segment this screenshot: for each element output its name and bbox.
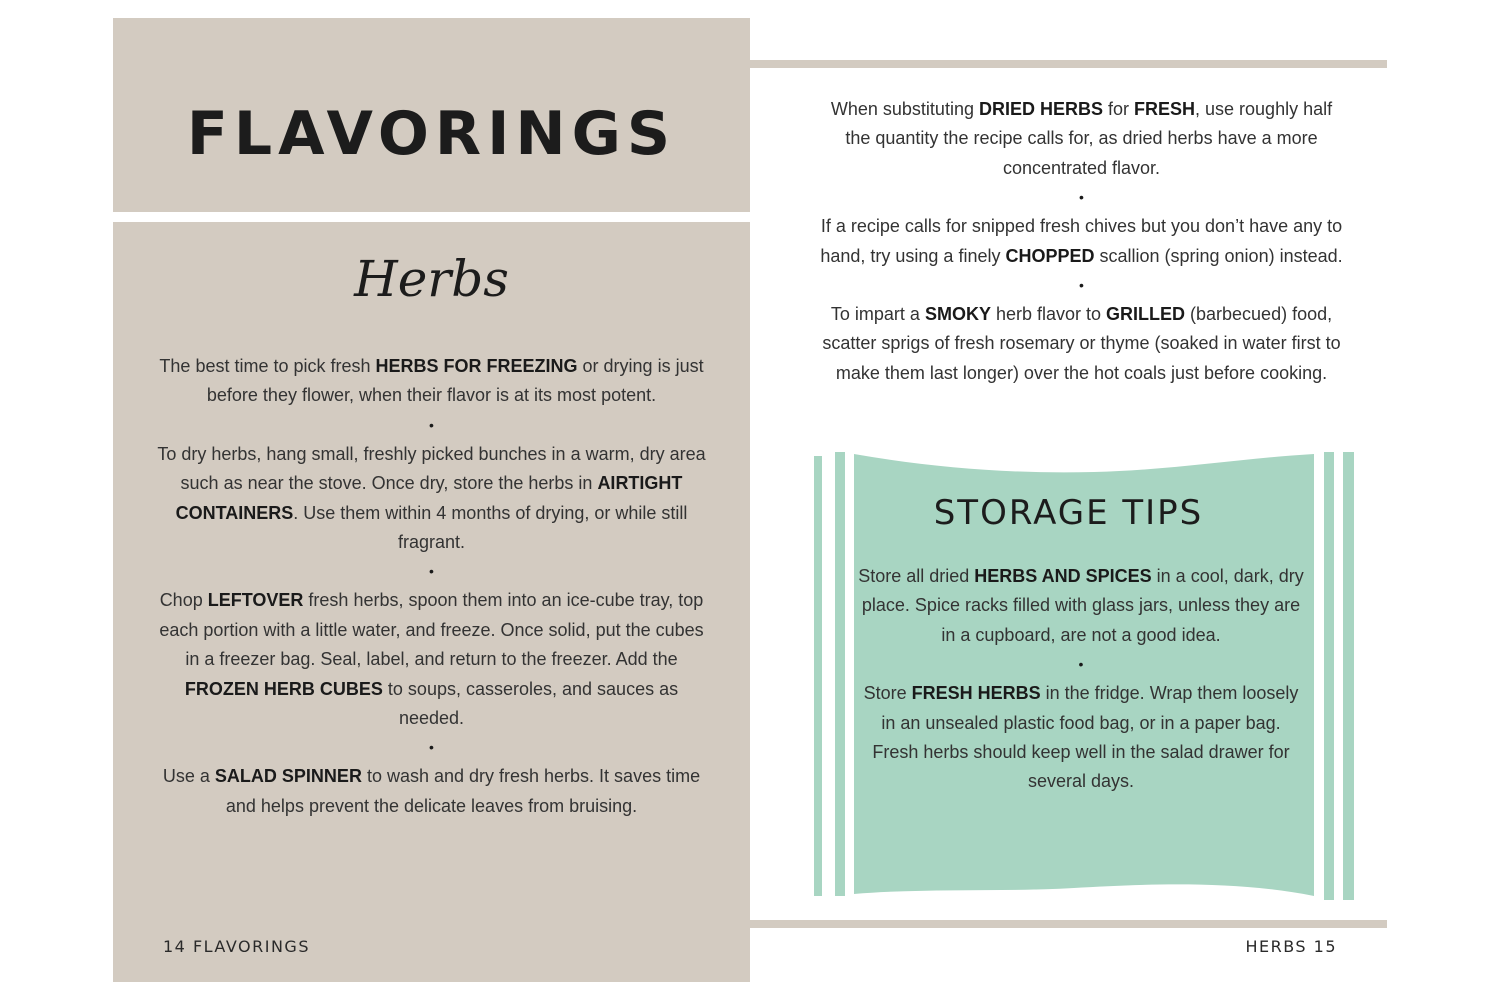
tip-text: in a cool, dark, dry place. Spice racks filled with glass jars, unless they are in a cupboard, are not a good idea. (861, 566, 1304, 645)
substitution-tips-list (820, 95, 1343, 388)
tip-text: If a recipe calls for snipped fresh chives but you don’t have any to hand, try using a finely (820, 216, 1343, 266)
tip-keyword: SMOKY (924, 304, 991, 325)
tip-keyword: SALAD SPINNER (214, 766, 362, 787)
left-page (113, 18, 750, 982)
herb-tips-list (153, 352, 710, 821)
bullet-separator: • (429, 563, 434, 580)
tip-text: Store (863, 683, 912, 704)
bullet-separator: • (429, 739, 434, 756)
tip-paragraph (153, 352, 710, 411)
tip-keyword: HERBS AND SPICES (974, 566, 1152, 586)
tip-keyword: CHOPPED (1005, 245, 1095, 266)
tip-keyword: AIRTIGHT CONTAINERS (175, 473, 683, 523)
tip-paragraph (820, 95, 1343, 183)
right-page (750, 18, 1387, 982)
tip-text: to wash and dry fresh herbs. It saves time and helps prevent the delicate leaves from bruising. (225, 766, 701, 816)
tip-text: Chop (159, 590, 208, 611)
bullet-separator: • (1079, 277, 1084, 294)
tip-paragraph (856, 679, 1306, 797)
tip-paragraph (820, 300, 1343, 388)
tip-text: , use roughly half the quantity the recipe calls for, as dried herbs have a more concentrated flavor. (845, 99, 1333, 178)
tip-text: fresh herbs, spoon them into an ice-cube tray, top each portion with a little water, and freeze. Once solid, put the cubes in a freezer bag. Seal, label, and return to the freezer. Add the (159, 590, 704, 670)
tip-text: in the fridge. Wrap them loosely in an unsealed plastic food bag, or in a paper bag. Fresh herbs should keep well in the salad drawer for several days. (872, 683, 1299, 792)
tip-paragraph (153, 586, 710, 733)
chapter-title: FLAVORINGS (186, 99, 677, 169)
bullet-separator: • (429, 416, 434, 433)
tip-text: scallion (spring onion) instead. (1094, 245, 1343, 266)
tip-text: to soups, casseroles, and sauces as needed. (382, 678, 679, 729)
folio-left: 14 FLAVORINGS (163, 937, 310, 956)
tip-text: for (1102, 99, 1134, 119)
tip-keyword: LEFTOVER (207, 590, 304, 611)
tip-text: herb flavor to (990, 304, 1107, 325)
tip-keyword: FRESH HERBS (911, 683, 1041, 704)
tip-keyword: GRILLED (1106, 304, 1186, 325)
tip-text: When substituting (830, 99, 979, 119)
tip-keyword: DRIED HERBS (978, 99, 1103, 119)
tip-paragraph (820, 212, 1343, 271)
tip-text: Use a (162, 766, 215, 787)
storage-tips-list (856, 562, 1306, 797)
tip-paragraph (856, 562, 1306, 650)
section-title: Herbs (354, 250, 509, 308)
tip-keyword: FRESH (1134, 99, 1196, 119)
tip-paragraph (153, 440, 710, 558)
tip-paragraph (153, 762, 710, 821)
tip-keyword: HERBS FOR FREEZING (375, 356, 578, 376)
folio-right: HERBS 15 (1245, 937, 1337, 956)
tip-text: Store all dried (858, 566, 975, 586)
bottom-rule (750, 920, 1387, 928)
band-divider (113, 212, 750, 222)
bullet-separator: • (1079, 189, 1084, 206)
tip-text: To impart a (830, 304, 925, 325)
tip-text: (barbecued) food, scatter sprigs of fresh rosemary or thyme (soaked in water first to make them last longer) over the hot coals just before cooking. (822, 304, 1341, 383)
tip-text: The best time to pick fresh (159, 356, 376, 376)
tip-text: or drying is just before they flower, when their flavor is at its most potent. (206, 356, 704, 406)
tip-text: To dry herbs, hang small, freshly picked bunches in a warm, dry area such as near the stove. Once dry, store the herbs in (157, 443, 706, 494)
bullet-separator: • (1078, 656, 1084, 673)
storage-tips-title: STORAGE TIPS (933, 493, 1204, 533)
tip-text: . Use them within 4 months of drying, or while still fragrant. (293, 502, 688, 553)
tip-keyword: FROZEN HERB CUBES (184, 678, 383, 699)
top-rule (750, 60, 1387, 68)
